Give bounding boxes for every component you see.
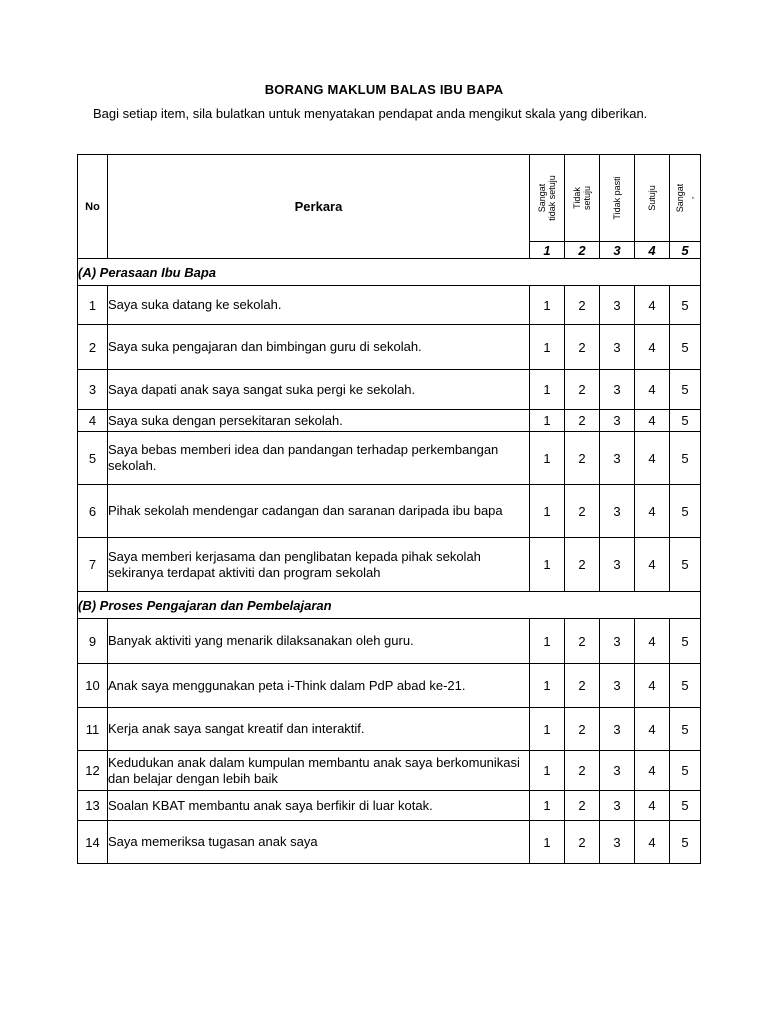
rating-option-3[interactable]: 3 — [600, 791, 635, 821]
rating-option-3[interactable]: 3 — [600, 708, 635, 751]
rating-option-2[interactable]: 2 — [565, 432, 600, 485]
rating-option-1[interactable]: 1 — [530, 370, 565, 410]
rating-option-2[interactable]: 2 — [565, 485, 600, 538]
item-number: 4 — [78, 410, 108, 432]
table-row — [78, 751, 701, 791]
table-row — [78, 432, 701, 485]
item-text: Kedudukan anak dalam kumpulan membantu anak saya berkomunikasi dan belajar dengan lebih baik — [108, 751, 530, 791]
header-row — [78, 155, 701, 242]
section-heading: (B) Proses Pengajaran dan Pembelajaran — [78, 592, 701, 619]
scale-header-line: Tidak pasti — [612, 176, 622, 220]
item-text: Saya bebas memberi idea dan pandangan terhadap perkembangan sekolah. — [108, 432, 530, 485]
table-row — [78, 370, 701, 410]
rating-option-2[interactable]: 2 — [565, 370, 600, 410]
item-number: 3 — [78, 370, 108, 410]
rating-option-5[interactable]: 5 — [670, 619, 701, 664]
rating-option-3[interactable]: 3 — [600, 485, 635, 538]
feedback-table — [77, 154, 701, 864]
rating-option-5[interactable]: 5 — [670, 325, 701, 370]
item-number: 9 — [78, 619, 108, 664]
rating-option-3[interactable]: 3 — [600, 538, 635, 592]
rating-option-2[interactable]: 2 — [565, 751, 600, 791]
rating-option-3[interactable]: 3 — [600, 432, 635, 485]
item-text: Saya suka datang ke sekolah. — [108, 286, 530, 325]
scale-header-line: tidak setuju — [547, 175, 557, 221]
item-text: Pihak sekolah mendengar cadangan dan saranan daripada ibu bapa — [108, 485, 530, 538]
rating-option-1[interactable]: 1 — [530, 664, 565, 708]
table-row — [78, 286, 701, 325]
rating-option-2[interactable]: 2 — [565, 538, 600, 592]
scale-header-line: Sangat — [675, 183, 685, 213]
item-number: 14 — [78, 821, 108, 864]
table-row — [78, 538, 701, 592]
item-column-header: Perkara — [108, 155, 530, 259]
item-number: 6 — [78, 485, 108, 538]
rating-option-1[interactable]: 1 — [530, 485, 565, 538]
item-text: Saya memberi kerjasama dan penglibatan kepada pihak sekolah sekiranya terdapat aktiviti dan program sekolah — [108, 538, 530, 592]
rating-option-3[interactable]: 3 — [600, 370, 635, 410]
table-row — [78, 708, 701, 751]
rating-option-4[interactable]: 4 — [635, 370, 670, 410]
rating-option-2[interactable]: 2 — [565, 619, 600, 664]
scale-header-3 — [600, 155, 635, 242]
item-number: 11 — [78, 708, 108, 751]
item-text: Saya suka pengajaran dan bimbingan guru di sekolah. — [108, 325, 530, 370]
item-text: Soalan KBAT membantu anak saya berfikir di luar kotak. — [108, 791, 530, 821]
scale-header-2 — [565, 155, 600, 242]
rating-option-3[interactable]: 3 — [600, 325, 635, 370]
rating-option-4[interactable]: 4 — [635, 325, 670, 370]
rating-option-5[interactable]: 5 — [670, 821, 701, 864]
table-row — [78, 664, 701, 708]
scale-header-line: Sangat — [537, 183, 547, 213]
item-number: 1 — [78, 286, 108, 325]
rating-option-1[interactable]: 1 — [530, 751, 565, 791]
rating-option-2[interactable]: 2 — [565, 664, 600, 708]
scale-header-5 — [670, 155, 701, 242]
rating-option-2[interactable]: 2 — [565, 410, 600, 432]
rating-option-2[interactable]: 2 — [565, 325, 600, 370]
scale-header-4 — [635, 155, 670, 242]
rating-option-3[interactable]: 3 — [600, 286, 635, 325]
item-text: Saya dapati anak saya sangat suka pergi ke sekolah. — [108, 370, 530, 410]
scale-number: 2 — [565, 242, 600, 259]
section-heading: (A) Perasaan Ibu Bapa — [78, 259, 701, 286]
rating-option-4[interactable]: 4 — [635, 410, 670, 432]
table-row — [78, 619, 701, 664]
item-number: 12 — [78, 751, 108, 791]
rating-option-1[interactable]: 1 — [530, 410, 565, 432]
rating-option-3[interactable]: 3 — [600, 751, 635, 791]
rating-option-2[interactable]: 2 — [565, 821, 600, 864]
rating-option-3[interactable]: 3 — [600, 821, 635, 864]
rating-option-5[interactable]: 5 — [670, 286, 701, 325]
rating-option-2[interactable]: 2 — [565, 791, 600, 821]
table-row — [78, 821, 701, 864]
instruction-text: Bagi setiap item, sila bulatkan untuk menyatakan pendapat anda mengikut skala yang diberikan. — [93, 106, 648, 121]
rating-option-5[interactable]: 5 — [670, 664, 701, 708]
form-title: BORANG MAKLUM BALAS IBU BAPA — [264, 82, 504, 97]
rating-option-4[interactable]: 4 — [635, 286, 670, 325]
scale-header-1 — [530, 155, 565, 242]
rating-option-3[interactable]: 3 — [600, 619, 635, 664]
scale-header-line: , — [685, 196, 695, 200]
rating-option-1[interactable]: 1 — [530, 708, 565, 751]
rating-option-2[interactable]: 2 — [565, 708, 600, 751]
section-row — [78, 592, 701, 619]
rating-option-1[interactable]: 1 — [530, 432, 565, 485]
rating-option-1[interactable]: 1 — [530, 791, 565, 821]
rating-option-5[interactable]: 5 — [670, 370, 701, 410]
scale-number: 5 — [670, 242, 701, 259]
table-row — [78, 325, 701, 370]
rating-option-1[interactable]: 1 — [530, 821, 565, 864]
scale-header-line: Sutuju — [647, 185, 657, 211]
rating-option-4[interactable]: 4 — [635, 619, 670, 664]
table-row — [78, 410, 701, 432]
rating-option-5[interactable]: 5 — [670, 538, 701, 592]
rating-option-5[interactable]: 5 — [670, 410, 701, 432]
item-text: Saya suka dengan persekitaran sekolah. — [108, 410, 530, 432]
rating-option-1[interactable]: 1 — [530, 325, 565, 370]
scale-number: 1 — [530, 242, 565, 259]
rating-option-4[interactable]: 4 — [635, 791, 670, 821]
item-number: 7 — [78, 538, 108, 592]
rating-option-5[interactable]: 5 — [670, 432, 701, 485]
rating-option-4[interactable]: 4 — [635, 538, 670, 592]
item-text: Anak saya menggunakan peta i-Think dalam PdP abad ke-21. — [108, 664, 530, 708]
rating-option-1[interactable]: 1 — [530, 538, 565, 592]
item-text: Banyak aktiviti yang menarik dilaksanakan oleh guru. — [108, 619, 530, 664]
rating-option-4[interactable]: 4 — [635, 664, 670, 708]
item-number: 10 — [78, 664, 108, 708]
rating-option-5[interactable]: 5 — [670, 708, 701, 751]
rating-option-4[interactable]: 4 — [635, 432, 670, 485]
table-row — [78, 791, 701, 821]
item-text: Saya memeriksa tugasan anak saya — [108, 821, 530, 864]
rating-option-4[interactable]: 4 — [635, 485, 670, 538]
scale-number: 3 — [600, 242, 635, 259]
item-number: 13 — [78, 791, 108, 821]
rating-option-1[interactable]: 1 — [530, 286, 565, 325]
rating-option-2[interactable]: 2 — [565, 286, 600, 325]
scale-header-line: Tidak — [572, 187, 582, 209]
rating-option-4[interactable]: 4 — [635, 821, 670, 864]
rating-option-4[interactable]: 4 — [635, 708, 670, 751]
scale-header-line: setuju — [582, 185, 592, 211]
rating-option-5[interactable]: 5 — [670, 751, 701, 791]
scale-number: 4 — [635, 242, 670, 259]
rating-option-3[interactable]: 3 — [600, 664, 635, 708]
item-number: 2 — [78, 325, 108, 370]
item-text: Kerja anak saya sangat kreatif dan interaktif. — [108, 708, 530, 751]
rating-option-4[interactable]: 4 — [635, 751, 670, 791]
table-row — [78, 485, 701, 538]
rating-option-3[interactable]: 3 — [600, 410, 635, 432]
rating-option-5[interactable]: 5 — [670, 485, 701, 538]
rating-option-1[interactable]: 1 — [530, 619, 565, 664]
section-row — [78, 259, 701, 286]
no-column-header: No — [78, 155, 108, 259]
rating-option-5[interactable]: 5 — [670, 791, 701, 821]
item-number: 5 — [78, 432, 108, 485]
